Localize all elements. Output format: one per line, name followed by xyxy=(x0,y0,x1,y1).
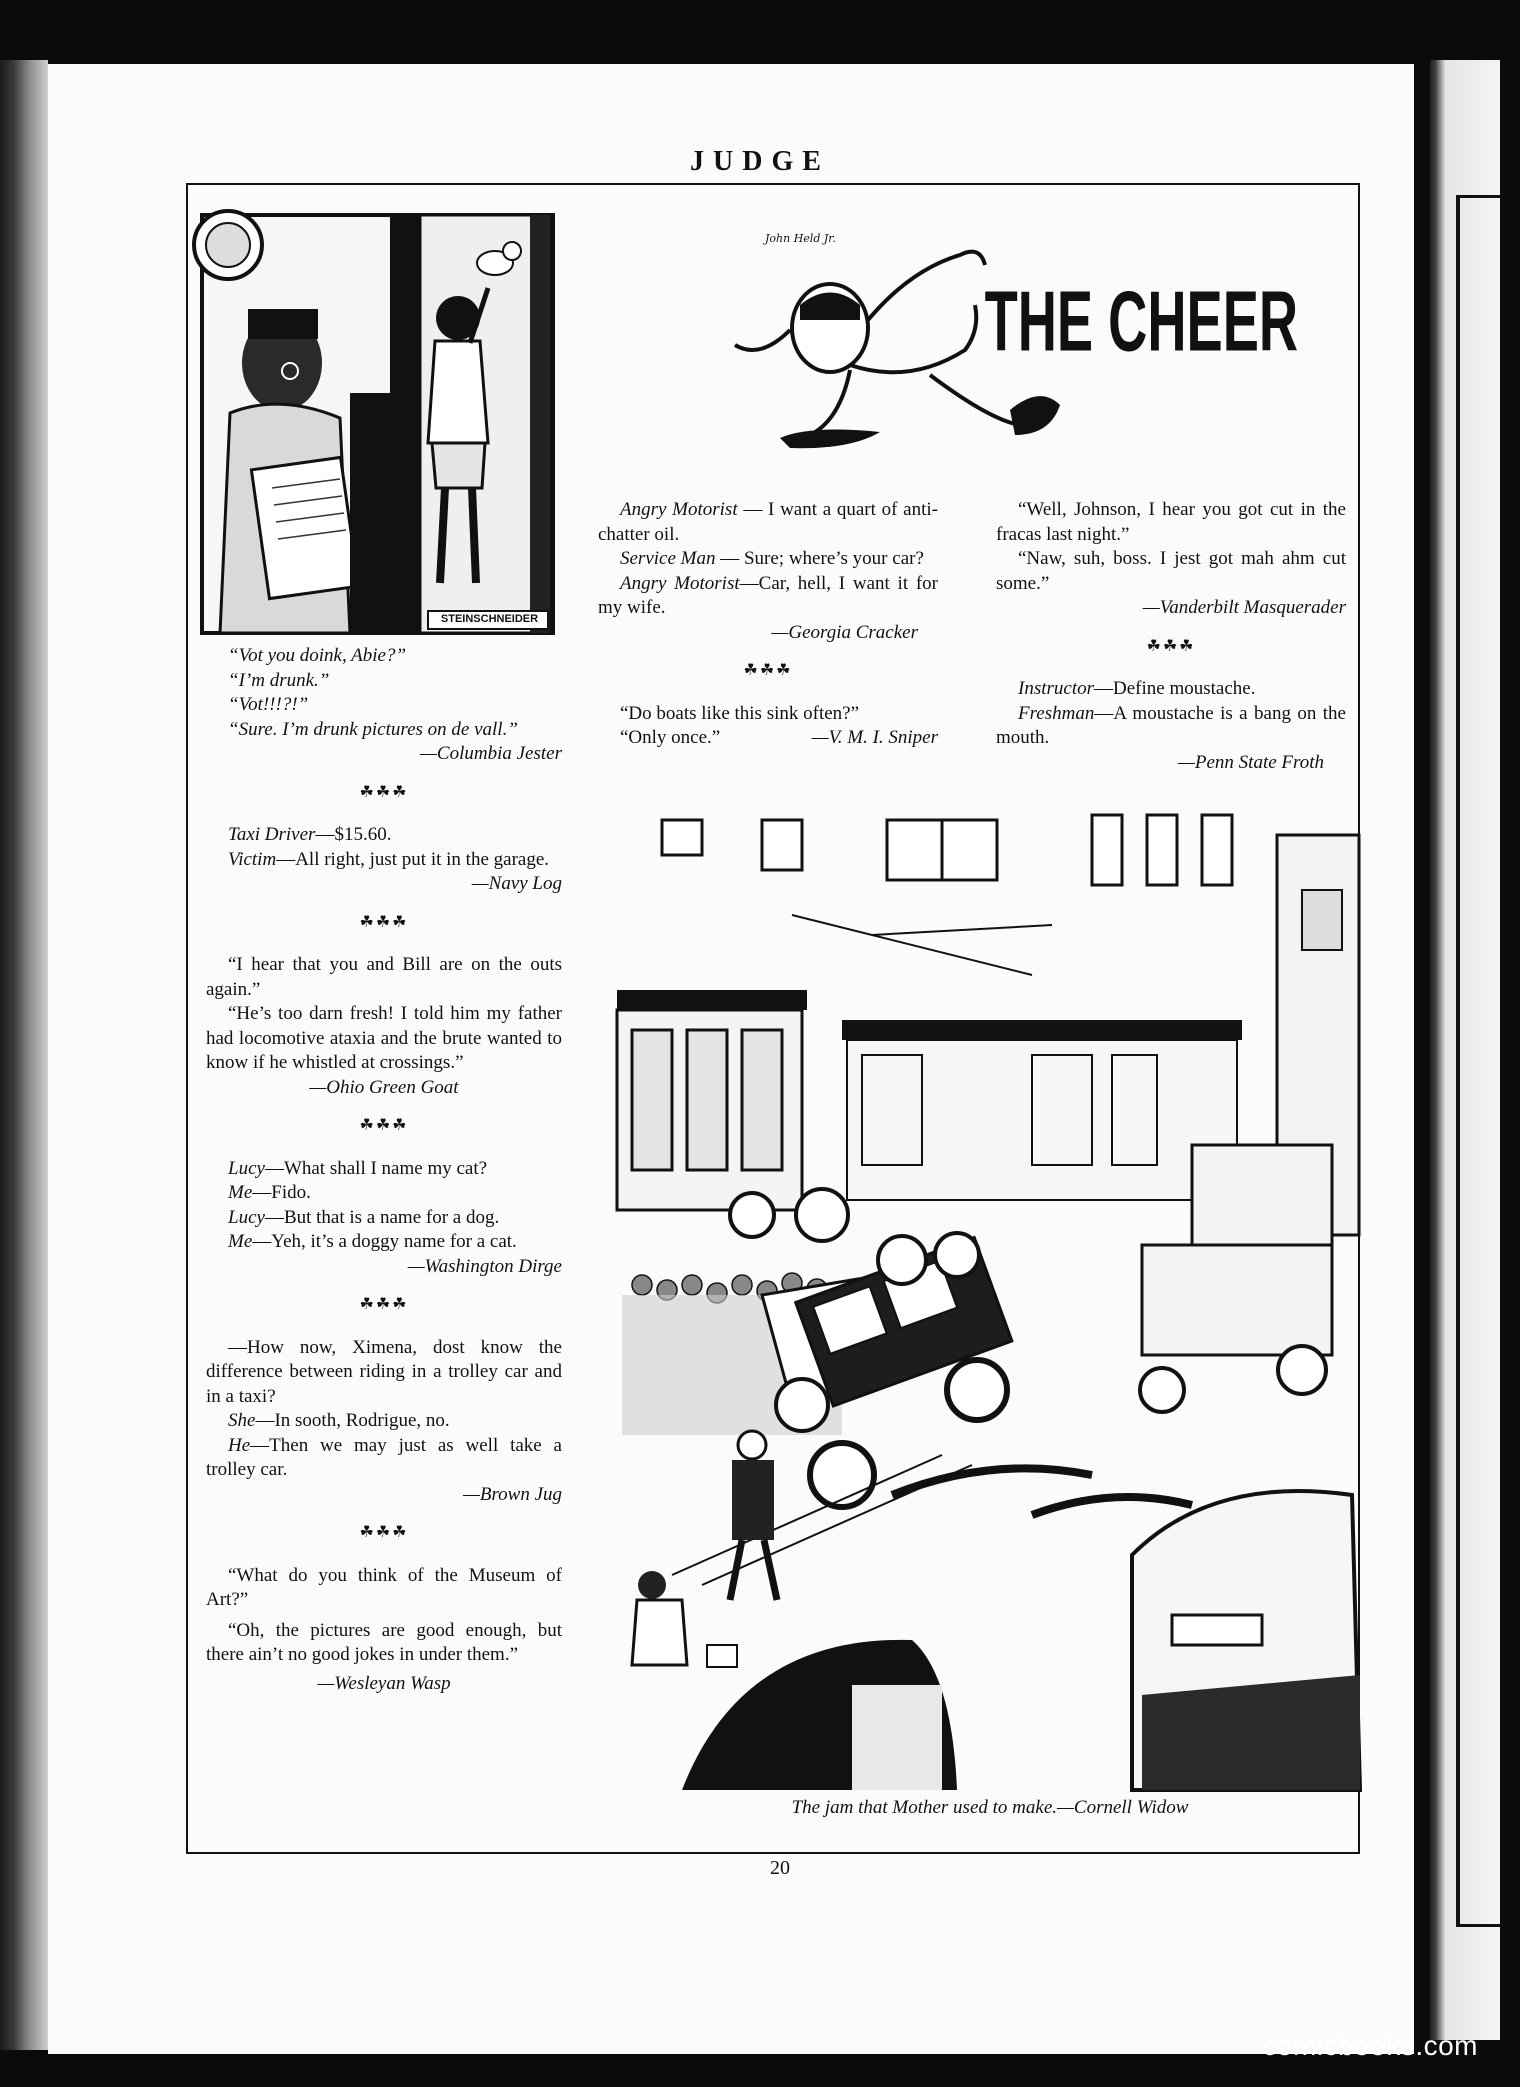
joke-source: —Ohio Green Goat xyxy=(309,1076,459,1098)
joke-line: “Oh, the pictures are good enough, but there ain’t no good jokes in under them.” xyxy=(206,1619,562,1665)
joke-line: —A moustache is a bang on the mouth. xyxy=(996,702,1346,748)
site-watermark: comicbooks.com xyxy=(1262,2030,1478,2061)
joke-source: —Vanderbilt Masquerader xyxy=(1142,597,1346,618)
joke-columbia-jester xyxy=(206,644,562,767)
facing-page-edge xyxy=(1430,60,1500,2040)
joke-line-with-source xyxy=(598,726,938,751)
the-cheer-title: THE CHEER xyxy=(984,272,1299,369)
ornament-divider: ☘☘☘ xyxy=(359,1296,409,1313)
joke-line: “Sure. I’m drunk pictures on de vall.” xyxy=(228,718,518,740)
speaker: Victim xyxy=(228,848,277,870)
joke-line: “Well, Johnson, I hear you got cut in the fracas last night.” xyxy=(996,499,1346,545)
speaker: Angry Motorist xyxy=(620,572,740,594)
joke-source: —Penn State Froth xyxy=(1178,751,1324,773)
joke-brown-jug xyxy=(206,1336,562,1508)
speaker: Lucy xyxy=(228,1206,265,1228)
joke-line: “I hear that you and Bill are on the outs again.” xyxy=(206,954,562,1000)
joke-line: —How now, Ximena, dost know the difference between riding in a trolley car and in a taxi? xyxy=(206,1336,562,1407)
joke-line: —But that is a name for a dog. xyxy=(264,1206,500,1228)
joke-wesleyan-wasp xyxy=(206,1564,562,1697)
header-art-signature: John Held Jr. xyxy=(765,232,836,245)
joke-line: “I’m drunk.” xyxy=(228,669,330,691)
joke-line: —Fido. xyxy=(252,1182,311,1203)
joke-washington-dirge xyxy=(206,1157,562,1280)
speaker: Freshman xyxy=(1018,702,1095,724)
running-head: JUDGE xyxy=(690,146,830,177)
joke-georgia-cracker xyxy=(598,498,938,645)
joke-source: —Wesleyan Wasp xyxy=(317,1672,451,1694)
page-number: 20 xyxy=(770,1857,790,1879)
joke-source: —V. M. I. Sniper xyxy=(811,727,938,748)
joke-line: —Then we may just as well take a trolley car. xyxy=(206,1434,562,1480)
ornament-divider: ☘☘☘ xyxy=(359,1117,409,1134)
joke-source: —Georgia Cracker xyxy=(771,621,918,643)
ornament-divider: ☘☘☘ xyxy=(1146,637,1196,655)
ornament-divider: ☘☘☘ xyxy=(359,783,409,801)
joke-line: —Car, hell, I want it for my wife. xyxy=(598,572,938,618)
speaker: Instructor xyxy=(1018,678,1094,699)
joke-source: —Navy Log xyxy=(471,873,562,894)
ornament-divider: ☘☘☘ xyxy=(359,1524,409,1541)
joke-line: —$15.60. xyxy=(315,824,392,845)
speaker: Angry Motorist xyxy=(620,499,738,520)
book-spine-shadow xyxy=(0,60,48,2050)
joke-source: —Columbia Jester xyxy=(420,743,562,764)
cartoon-signature: STEINSCHNEIDER xyxy=(440,613,539,625)
joke-line: “Vot you doink, Abie?” xyxy=(228,645,407,666)
speaker: He xyxy=(228,1434,251,1456)
jokes-column-middle xyxy=(598,498,938,751)
joke-source: —Washington Dirge xyxy=(407,1255,562,1277)
speaker: Taxi Driver xyxy=(228,824,316,845)
joke-source: —Brown Jug xyxy=(462,1483,562,1505)
joke-line: “Only once.” xyxy=(620,727,721,748)
the-cheer-header-art xyxy=(730,210,1330,460)
traffic-jam-cartoon xyxy=(612,815,1360,1790)
joke-navy-log xyxy=(206,823,562,897)
speaker: Lucy xyxy=(228,1157,265,1179)
joke-vanderbilt-masquerader xyxy=(996,498,1346,621)
joke-line: “What do you think of the Museum of Art?” xyxy=(206,1564,562,1610)
ornament-divider: ☘☘☘ xyxy=(743,662,793,679)
abie-cartoon xyxy=(200,213,555,635)
joke-line: “Do boats like this sink often?” xyxy=(620,702,860,724)
joke-line: “He’s too darn fresh! I told him my father had locomotive ataxia and the brute wanted to know if he whistled at crossings.” xyxy=(206,1003,562,1073)
joke-vmi-sniper xyxy=(598,702,938,751)
joke-line: —Yeh, it’s a doggy name for a cat. xyxy=(252,1231,517,1252)
cartoon-caption: The jam that Mother used to make.—Cornell Widow xyxy=(791,1797,1189,1818)
facing-page-rule-bottom xyxy=(1456,1924,1500,1927)
joke-line: — Sure; where’s your car? xyxy=(715,548,924,569)
facing-page-rule xyxy=(1456,195,1460,1925)
joke-penn-state-froth xyxy=(996,677,1346,775)
speaker: Me xyxy=(228,1182,253,1203)
speaker: Me xyxy=(228,1231,253,1252)
joke-line: — I want a quart of anti-chatter oil. xyxy=(598,499,938,545)
joke-line: —All right, just put it in the garage. xyxy=(276,848,550,870)
ornament-divider: ☘☘☘ xyxy=(359,913,409,931)
speaker: She xyxy=(228,1410,256,1431)
joke-ohio-green-goat xyxy=(206,953,562,1100)
jokes-column-left xyxy=(206,644,562,1696)
jokes-column-right xyxy=(996,498,1346,775)
joke-line: —What shall I name my cat? xyxy=(264,1157,488,1179)
facing-page-rule-top xyxy=(1456,195,1500,198)
joke-line: —In sooth, Rodrigue, no. xyxy=(255,1410,450,1431)
joke-line: —Define moustache. xyxy=(1094,678,1256,699)
joke-line: “Vot!!!?!” xyxy=(228,694,309,715)
joke-line: “Naw, suh, boss. I jest got mah ahm cut some.” xyxy=(996,548,1346,594)
speaker: Service Man xyxy=(620,548,716,569)
